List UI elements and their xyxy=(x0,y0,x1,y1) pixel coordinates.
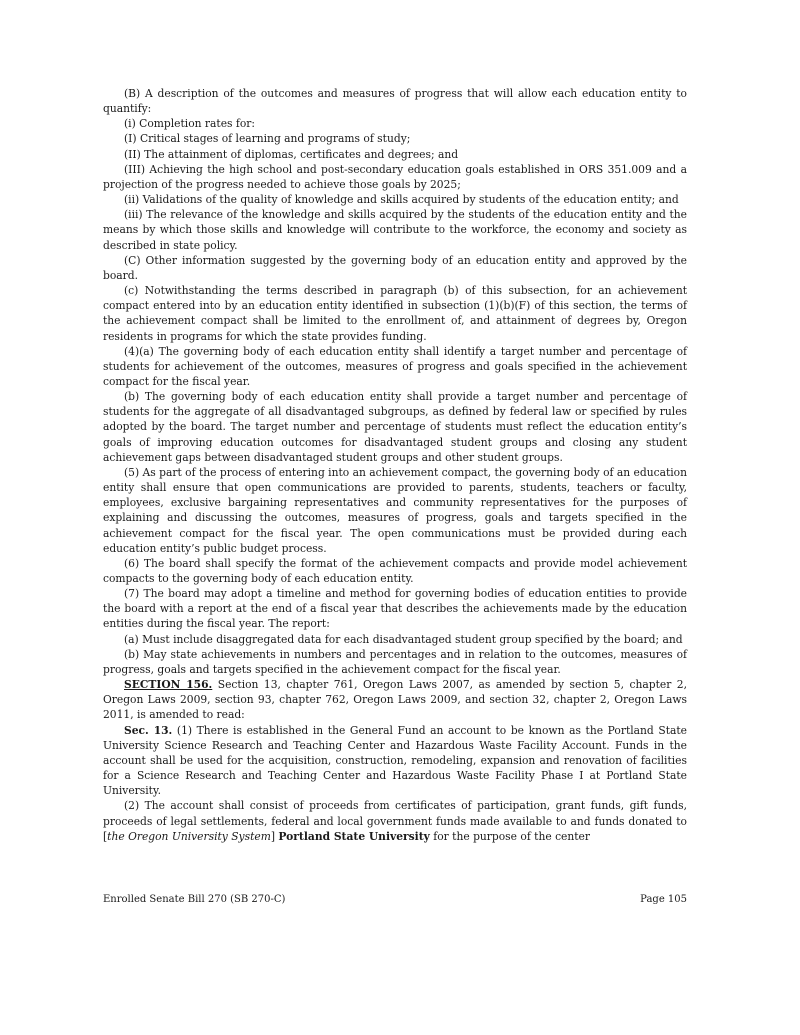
text-run: ] xyxy=(270,829,279,843)
section-paragraph xyxy=(103,723,687,799)
deleted-text: the Oregon University System xyxy=(107,829,271,843)
inserted-text: Portland State University xyxy=(278,829,430,843)
footer-page-number: Page 105 xyxy=(640,894,687,905)
paragraph: (7) The board may adopt a timeline and method for governing bodies of education entities to provide the board with a report at the end of a fiscal year that describes the achievements made by the education entities during the fiscal year. The report: xyxy=(103,587,687,631)
paragraph: (ii) Validations of the quality of knowledge and skills acquired by students of the education entity; and xyxy=(124,193,679,207)
paragraph: (C) Other information suggested by the governing body of an education entity and approved by the board. xyxy=(103,253,687,282)
text-run: (2) The account shall consist of proceeds from certificates of participation, grant funds, gift funds, proceeds of legal settlements, federal and local government funds made available to and funds donated to [ xyxy=(103,799,687,843)
sec-text: (1) There is established in the General Fund an account to be known as the Portland State University Science Research and Teaching Center and Hazardous Waste Facility Account. Funds in the account shall be used for the acquisition, construction, remodeling, expansion and renovation of facilities for a Science Research and Teaching Center and Hazardous Waste Facility Phase I at Portland State University. xyxy=(103,723,688,798)
paragraph: (B) A description of the outcomes and measures of progress that will allow each education entity to quantify: xyxy=(103,87,687,116)
section-heading: SECTION 156. xyxy=(124,678,213,692)
paragraph: (III) Achieving the high school and post-secondary education goals established in ORS 351.009 and a projection of the progress needed to achieve those goals by 2025; xyxy=(103,162,687,191)
paragraph: (i) Completion rates for: xyxy=(124,117,255,131)
paragraph: (4)(a) The governing body of each education entity shall identify a target number and percentage of students for achievement of the outcomes, measures of progress and goals specified in the achievement compact for the fiscal year. xyxy=(103,344,687,388)
paragraph xyxy=(103,798,687,843)
paragraph: (II) The attainment of diplomas, certificates and degrees; and xyxy=(124,147,459,161)
paragraph: (iii) The relevance of the knowledge and skills acquired by the students of the education entity and the means by which those skills and knowledge will contribute to the workforce, the economy and society as described in state policy. xyxy=(103,208,687,252)
footer-bill-name: Enrolled Senate Bill 270 (SB 270-C) xyxy=(103,894,286,905)
paragraph: (I) Critical stages of learning and programs of study; xyxy=(124,132,411,146)
section-paragraph xyxy=(103,677,687,722)
sec-heading: Sec. 13. xyxy=(124,723,173,737)
paragraph: (6) The board shall specify the format of the achievement compacts and provide model achievement compacts to the governing body of each education entity. xyxy=(103,556,687,585)
paragraph: (5) As part of the process of entering into an achievement compact, the governing body of an education entity shall ensure that open communications are provided to parents, students, teachers or faculty, employees, exclusive bargaining representatives and community representatives for the purposes of explaining and discussing the outcomes, measures of progress, goals and targets specified in the achievement compact for the fiscal year. The open communications must be provided during each education entity’s public budget process. xyxy=(103,465,687,555)
section-text: Section 13, chapter 761, Oregon Laws 2007, as amended by section 5, chapter 2, Oregon Laws 2009, section 93, chapter 762, Oregon Laws 2009, and section 32, chapter 2, Oregon Laws 2011, is amended to read: xyxy=(103,678,688,722)
paragraph: (b) The governing body of each education entity shall provide a target number and percentage of students for the aggregate of all disadvantaged subgroups, as defined by federal law or specified by rules adopted by the board. The target number and percentage of students must reflect the education entity’s goals of improving education outcomes for disadvantaged student groups and closing any student achievement gaps between disadvantaged student groups and other student groups. xyxy=(103,390,687,464)
text-run: for the purpose of the center xyxy=(429,829,590,843)
body-text xyxy=(103,86,687,844)
paragraph: (b) May state achievements in numbers and percentages and in relation to the outcomes, measures of progress, goals and targets specified in the achievement compact for the fiscal year. xyxy=(103,647,687,676)
paragraph: (c) Notwithstanding the terms described in paragraph (b) of this subsection, for an achievement compact entered into by an education entity identified in subsection (1)(b)(F) of this section, the terms of the achievement compact shall be limited to the enrollment of, and attainment of degrees by, Oregon residents in programs for which the state provides funding. xyxy=(103,284,687,343)
paragraph: (a) Must include disaggregated data for each disadvantaged student group specified by the board; and xyxy=(124,632,683,646)
